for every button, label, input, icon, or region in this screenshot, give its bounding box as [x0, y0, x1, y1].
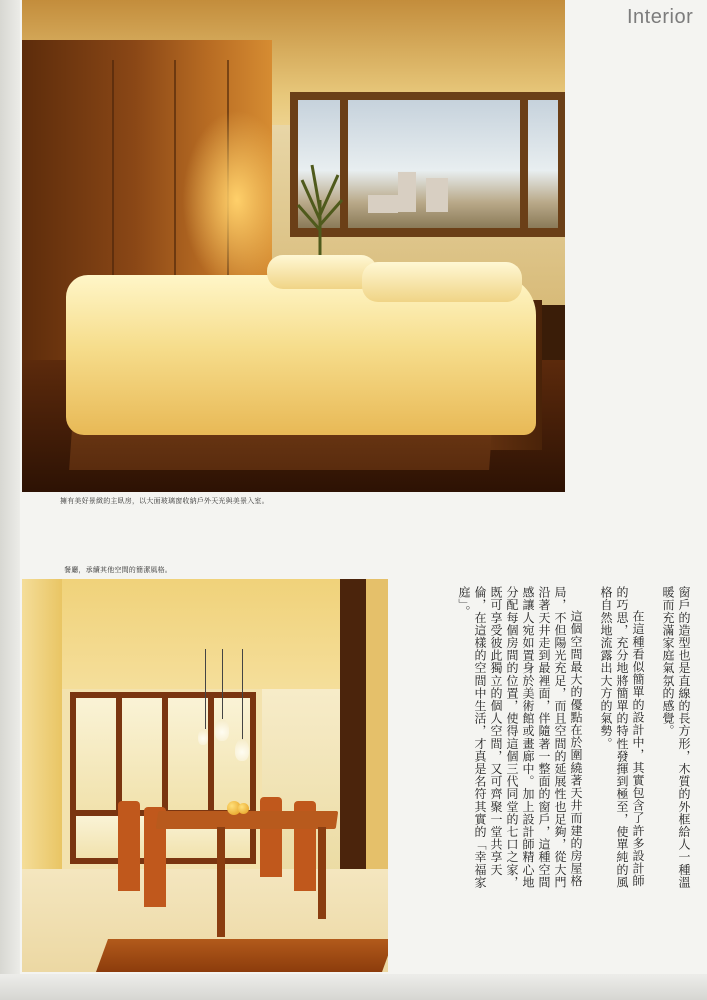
binding-edge: [0, 0, 20, 1000]
article-text: [430, 586, 692, 892]
dark-wood-column: [340, 579, 366, 919]
bedroom-photo: [22, 0, 565, 492]
city-building: [368, 195, 398, 213]
dining-caption: 餐廳，承續其他空間的簡潔風格。: [64, 566, 172, 574]
screen-pane: [76, 698, 116, 810]
bedroom-caption: 擁有美好景緻的主臥房，以大面玻璃窗收納戶外天光與美景入室。: [60, 497, 269, 505]
screen-pane: [168, 698, 208, 810]
pillow: [267, 255, 377, 289]
screen-pane: [122, 698, 162, 810]
lamp-cord: [242, 649, 243, 744]
wood-floor-strip: [96, 939, 388, 972]
pendant-lamp: [198, 729, 208, 745]
dining-chair: [118, 801, 140, 891]
page-bottom-edge: [0, 974, 707, 1000]
section-label: Interior: [627, 6, 694, 28]
table-leg: [217, 827, 225, 937]
lamp-cord: [205, 649, 206, 729]
window-pane: [348, 100, 520, 228]
dining-table: [156, 811, 339, 829]
table-leg: [318, 827, 326, 919]
potted-plant: [290, 160, 350, 255]
dining-right-wall: [366, 579, 388, 919]
pillow: [362, 262, 522, 302]
article-paragraph: 窗戶的造型也是直線的長方形，木質的外框給人一種溫暖而充滿家庭氣氛的感覺。: [661, 586, 691, 889]
dining-photo: [22, 579, 388, 972]
lamp-cord: [222, 649, 223, 719]
pendant-lamp: [235, 739, 249, 761]
city-building: [398, 172, 416, 212]
article-paragraph: 在這種看似簡單的設計中，其實包含了許多設計師的巧思，充分地將簡單的特性發揮到極至，使單純的風格自然地流露出大方的氣勢。: [599, 586, 645, 889]
fruit-bowl: [238, 803, 249, 814]
pendant-lamp: [215, 719, 229, 741]
dining-chair: [260, 797, 282, 877]
window-pane: [528, 100, 558, 228]
city-building: [426, 178, 448, 212]
article-paragraph: 這個空間最大的優點在於圍繞著天井而建的房屋格局，不但陽光充足，而且空間的延展性也足夠，從大門沿著天井走到最裡面，伴隨著一整面的窗戶，這種空間感讓人宛如置身於美術館或畫廊中。加上設計師精心地分配每個房間的位置，使得這個三代同堂的七口之家，既可享受彼此獨立的個人空間，又可齊聚一堂共享天倫，在這樣的空間中生活，才真是名符其實的「幸福家庭」。: [457, 586, 583, 889]
